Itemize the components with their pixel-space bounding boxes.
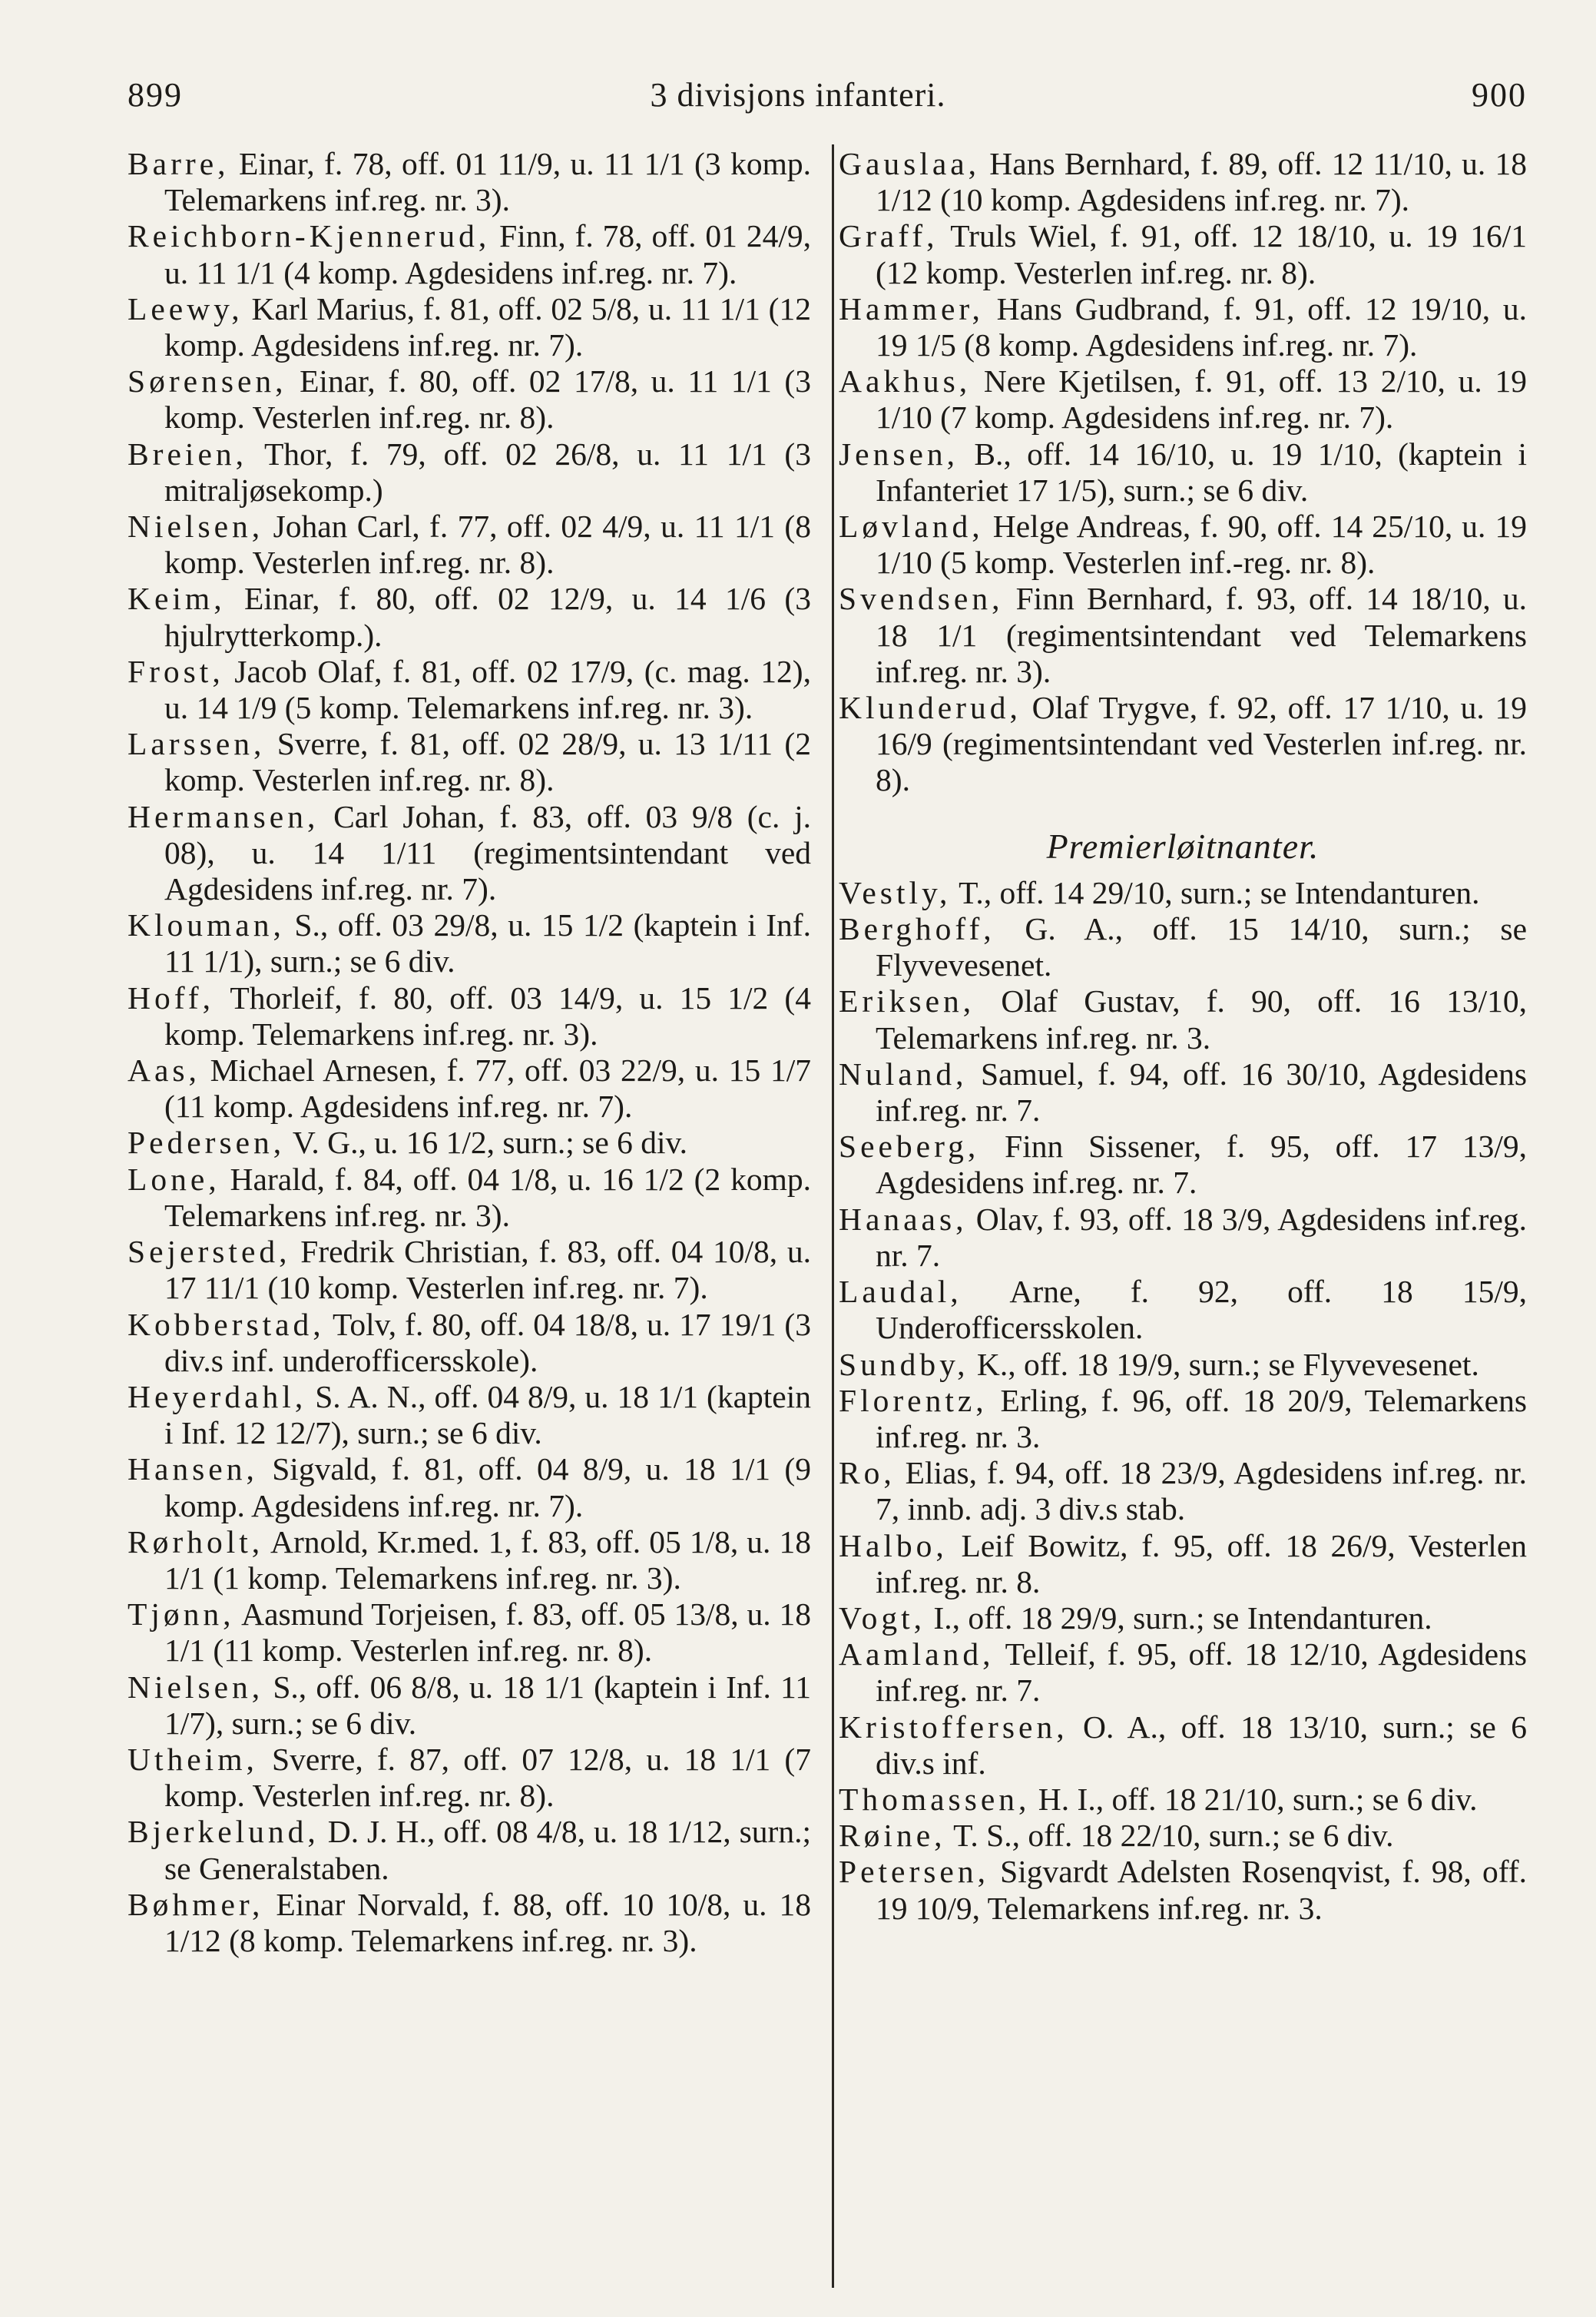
list-entry: [127, 907, 811, 980]
list-entry: [127, 799, 811, 908]
entry-name: Lone,: [127, 1161, 220, 1197]
entry-name: Aamland,: [839, 1636, 995, 1672]
entry-text: H. I., off. 18 21/10, surn.; se 6 div.: [1030, 1781, 1478, 1817]
entry-text: Sverre, f. 81, off. 02 28/9, u. 13 1/11 (2 komp. Vesterlen inf.reg. nr. 8).: [164, 726, 811, 798]
list-entry: [127, 436, 811, 509]
entry-name: Breien,: [127, 436, 247, 472]
entry-text: Karl Marius, f. 81, off. 02 5/8, u. 11 1/1 (12 komp. Agdesidens inf.reg. nr. 7).: [164, 290, 811, 363]
entry-name: Nielsen,: [127, 509, 264, 545]
page-header: [0, 0, 1596, 131]
list-entry: [127, 1052, 811, 1125]
entry-text: Finn, f. 78, off. 01 24/9, u. 11 1/1 (4 komp. Agdesidens inf.reg. nr. 7).: [164, 218, 811, 290]
entry-name: Klouman,: [127, 907, 285, 943]
entry-text: Einar Norvald, f. 88, off. 10 10/8, u. 18 1/12 (8 komp. Telemarkens inf.reg. nr. 3).: [164, 1886, 811, 1958]
entry-text: Tolv, f. 80, off. 04 18/8, u. 17 19/1 (3 div.s inf. underofficersskole).: [164, 1306, 811, 1378]
entry-text: Hans Gudbrand, f. 91, off. 12 19/10, u. 19 1/5 (8 komp. Agdesidens inf.reg. nr. 7).: [876, 290, 1527, 363]
left-column: [127, 146, 811, 1959]
list-entry: [839, 291, 1527, 363]
entry-text: Thorleif, f. 80, off. 03 14/9, u. 15 1/2 (4 komp. Telemarkens inf.reg. nr. 3).: [164, 980, 811, 1052]
entry-text: Erling, f. 96, off. 18 20/9, Telemarkens inf.reg. nr. 3.: [876, 1382, 1527, 1454]
entry-name: Bjerkelund,: [127, 1814, 320, 1850]
page-number-left: 899: [127, 76, 183, 114]
list-entry: [127, 291, 811, 363]
list-entry: [127, 1451, 811, 1523]
entry-text: B., off. 14 16/10, u. 19 1/10, (kaptein i Infanteriet 17 1/5), surn.; se 6 div.: [876, 436, 1527, 508]
entry-name: Sørensen,: [127, 363, 287, 399]
entry-name: Sejersted,: [127, 1234, 291, 1270]
list-entry: [127, 726, 811, 798]
list-entry: [127, 1307, 811, 1379]
entry-text: Finn Sissener, f. 95, off. 17 13/9, Agdesidens inf.reg. nr. 7.: [876, 1129, 1527, 1201]
entry-text: Olaf Gustav, f. 90, off. 16 13/10, Telemarkens inf.reg. nr. 3.: [876, 983, 1527, 1056]
list-entry: [839, 1782, 1527, 1818]
entry-name: Barre,: [127, 146, 230, 181]
entry-name: Vestly,: [839, 874, 952, 910]
entry-text: Einar, f. 78, off. 01 11/9, u. 11 1/1 (3 komp. Telemarkens inf.reg. nr. 3).: [164, 146, 811, 218]
page-number-right: 900: [1472, 76, 1527, 114]
list-entry: [127, 363, 811, 436]
entry-name: Heyerdahl,: [127, 1378, 307, 1414]
entry-text: Helge Andreas, f. 90, off. 14 25/10, u. 19 1/10 (5 komp. Vesterlen inf.-reg. nr. 8).: [876, 509, 1527, 581]
entry-name: Reichborn-Kjennerud,: [127, 218, 491, 254]
list-entry: [839, 1274, 1527, 1346]
entry-text: I., off. 18 29/9, surn.; se Intendanturen.: [925, 1599, 1432, 1636]
entry-text: Michael Arnesen, f. 77, off. 03 22/9, u. 15 1/7 (11 komp. Agdesidens inf.reg. nr. 7).: [164, 1052, 811, 1125]
entry-text: Olav, f. 93, off. 18 3/9, Agdesidens inf.reg. nr. 7.: [876, 1201, 1527, 1273]
entry-text: Truls Wiel, f. 91, off. 12 18/10, u. 19 16/1 (12 komp. Vesterlen inf.reg. nr. 8).: [876, 218, 1527, 290]
list-entry: [839, 581, 1527, 690]
entry-text: T. S., off. 18 22/10, surn.; se 6 div.: [945, 1818, 1394, 1854]
list-entry: [839, 1383, 1527, 1455]
entry-name: Leewy,: [127, 290, 243, 327]
entry-name: Frost,: [127, 653, 224, 689]
entry-text: V. G., u. 16 1/2, surn.; se 6 div.: [285, 1125, 687, 1161]
list-entry: [127, 1814, 811, 1886]
entry-name: Laudal,: [839, 1274, 962, 1310]
entry-name: Hanaas,: [839, 1201, 968, 1237]
entry-text: Thor, f. 79, off. 02 26/8, u. 11 1/1 (3 mitraljøsekomp.): [164, 436, 811, 508]
running-title: 3 divisjons infanteri.: [650, 76, 946, 114]
entry-name: Klunderud,: [839, 690, 1022, 726]
entry-name: Hermansen,: [127, 798, 320, 834]
entry-name: Hammer,: [839, 290, 984, 327]
entry-text: Sverre, f. 87, off. 07 12/8, u. 18 1/1 (7 komp. Vesterlen inf.reg. nr. 8).: [164, 1741, 811, 1814]
list-entry: [839, 363, 1527, 436]
entry-text: Jacob Olaf, f. 81, off. 02 17/9, (c. mag. 12), u. 14 1/9 (5 komp. Telemarkens inf.reg. nr. 3).: [164, 653, 811, 726]
list-entry: [127, 218, 811, 290]
list-entry: [839, 911, 1527, 983]
entry-text: Aasmund Torjeisen, f. 83, off. 05 13/8, u. 18 1/1 (11 komp. Vesterlen inf.reg. nr. 8).: [164, 1596, 811, 1669]
entry-name: Gauslaa,: [839, 146, 981, 181]
entry-text: Telleif, f. 95, off. 18 12/10, Agdesidens inf.reg. nr. 7.: [876, 1636, 1527, 1709]
entry-text: Fredrik Christian, f. 83, off. 04 10/8, u. 17 11/1 (10 komp. Vesterlen inf.reg. nr. 7).: [164, 1234, 811, 1306]
entry-name: Florentz,: [839, 1382, 988, 1418]
entry-name: Seeberg,: [839, 1129, 980, 1165]
entry-name: Hansen,: [127, 1451, 258, 1487]
entry-name: Kobberstad,: [127, 1306, 325, 1342]
list-entry: [839, 1455, 1527, 1527]
list-entry: [127, 1162, 811, 1234]
entry-name: Halbo,: [839, 1527, 948, 1563]
entry-text: Hans Bernhard, f. 89, off. 12 11/10, u. 18 1/12 (10 komp. Agdesidens inf.reg. nr. 7).: [876, 146, 1527, 218]
entry-name: Nuland,: [839, 1056, 968, 1092]
list-entry: [127, 1125, 811, 1161]
list-entry: [839, 146, 1527, 218]
entry-text: Nere Kjetilsen, f. 91, off. 13 2/10, u. 19 1/10 (7 komp. Agdesidens inf.reg. nr. 7).: [876, 363, 1527, 436]
entry-name: Ro,: [839, 1455, 896, 1491]
list-entry: [127, 509, 811, 581]
list-entry: [839, 218, 1527, 290]
entry-text: O. A., off. 18 13/10, surn.; se 6 div.s inf.: [876, 1709, 1527, 1781]
list-entry: [839, 1056, 1527, 1129]
entry-text: S. A. N., off. 04 8/9, u. 18 1/1 (kaptein i Inf. 12 12/7), surn.; se 6 div.: [164, 1378, 811, 1451]
entry-name: Kristoffersen,: [839, 1709, 1068, 1745]
list-entry: [839, 983, 1527, 1056]
list-entry: [839, 1709, 1527, 1782]
column-divider: [832, 144, 834, 2288]
list-entry: [127, 980, 811, 1052]
entry-name: Utheim,: [127, 1741, 258, 1777]
entry-text: Olaf Trygve, f. 92, off. 17 1/10, u. 19 16/9 (regimentsintendant ved Vesterlen inf.reg. nr. 8).: [876, 690, 1527, 798]
entry-text: Einar, f. 80, off. 02 12/9, u. 14 1/6 (3 hjulrytterkomp.).: [164, 581, 811, 653]
list-entry: [839, 436, 1527, 509]
entry-text: G. A., off. 15 14/10, surn.; se Flyvevesenet.: [876, 911, 1527, 983]
list-entry: [839, 1129, 1527, 1201]
entry-text: Einar, f. 80, off. 02 17/8, u. 11 1/1 (3 komp. Vesterlen inf.reg. nr. 8).: [164, 363, 811, 436]
entry-text: T., off. 14 29/10, surn.; se Intendanturen.: [951, 874, 1480, 910]
entry-name: Berghoff,: [839, 911, 995, 947]
list-entry: [127, 146, 811, 218]
entry-text: Samuel, f. 94, off. 16 30/10, Agdesidens inf.reg. nr. 7.: [876, 1056, 1527, 1129]
entry-name: Eriksen,: [839, 983, 975, 1019]
entry-name: Bøhmer,: [127, 1886, 264, 1922]
list-entry: [127, 581, 811, 653]
entry-text: Harald, f. 84, off. 04 1/8, u. 16 1/2 (2 komp. Telemarkens inf.reg. nr. 3).: [164, 1161, 811, 1233]
entry-name: Larssen,: [127, 726, 266, 762]
list-entry: [127, 1379, 811, 1451]
entry-name: Graff,: [839, 218, 939, 254]
entry-text: S., off. 06 8/8, u. 18 1/1 (kaptein i Inf. 11 1/7), surn.; se 6 div.: [164, 1669, 811, 1741]
entry-name: Thomassen,: [839, 1781, 1031, 1817]
entry-text: Leif Bowitz, f. 95, off. 18 26/9, Vesterlen inf.reg. nr. 8.: [876, 1527, 1527, 1599]
entry-text: Elias, f. 94, off. 18 23/9, Agdesidens inf.reg. nr. 7, innb. adj. 3 div.s stab.: [876, 1455, 1527, 1527]
list-entry: [839, 1202, 1527, 1274]
entry-text: Carl Johan, f. 83, off. 03 9/8 (c. j. 08), u. 14 1/11 (regimentsintendant ved Agdesidens inf.reg. nr. 7).: [164, 798, 811, 907]
entry-name: Tjønn,: [127, 1596, 235, 1633]
entry-text: Arnold, Kr.med. 1, f. 83, off. 05 1/8, u. 18 1/1 (1 komp. Telemarkens inf.reg. nr. 3).: [164, 1523, 811, 1596]
right-column: [839, 146, 1527, 1927]
list-entry: [127, 1669, 811, 1742]
entry-name: Nielsen,: [127, 1669, 264, 1705]
entry-text: Finn Bernhard, f. 93, off. 14 18/10, u. 18 1/1 (regimentsintendant ved Telemarkens inf.reg. nr. 3).: [876, 581, 1527, 689]
entry-name: Aas,: [127, 1052, 200, 1089]
entry-name: Svendsen,: [839, 581, 1004, 617]
entry-name: Hoff,: [127, 980, 214, 1016]
list-entry: [127, 1887, 811, 1959]
section-heading: Premierløitnanter.: [1046, 826, 1320, 866]
entry-name: Røine,: [839, 1818, 946, 1854]
list-entry: [127, 1742, 811, 1814]
entry-text: Sigvardt Adelsten Rosenqvist, f. 98, off. 19 10/9, Telemarkens inf.reg. nr. 3.: [876, 1854, 1527, 1926]
entry-text: K., off. 18 19/9, surn.; se Flyvevesenet.: [969, 1346, 1479, 1382]
list-entry: [839, 509, 1527, 581]
list-entry: [839, 875, 1527, 911]
entry-name: Sundby,: [839, 1346, 969, 1382]
entry-name: Jensen,: [839, 436, 959, 472]
list-entry: [127, 654, 811, 726]
entry-name: Rørholt,: [127, 1523, 264, 1560]
entry-name: Keim,: [127, 581, 226, 617]
list-entry: [127, 1524, 811, 1596]
list-entry: [839, 1636, 1527, 1709]
list-entry: [839, 1600, 1527, 1636]
entry-text: S., off. 03 29/8, u. 15 1/2 (kaptein i Inf. 11 1/1), surn.; se 6 div.: [164, 907, 811, 980]
entry-name: Pedersen,: [127, 1125, 286, 1161]
entry-name: Vogt,: [839, 1599, 926, 1636]
entry-name: Petersen,: [839, 1854, 989, 1890]
entry-name: Løvland,: [839, 509, 984, 545]
list-entry: [839, 1528, 1527, 1600]
entry-text: Johan Carl, f. 77, off. 02 4/9, u. 11 1/1 (8 komp. Vesterlen inf.reg. nr. 8).: [164, 509, 811, 581]
list-entry: [839, 1854, 1527, 1926]
entry-name: Aakhus,: [839, 363, 972, 399]
list-entry: [127, 1234, 811, 1306]
list-entry: [839, 1347, 1527, 1383]
entry-text: Arne, f. 92, off. 18 15/9, Underofficersskolen.: [876, 1274, 1527, 1346]
list-entry: [839, 690, 1527, 799]
list-entry: [127, 1596, 811, 1669]
entry-text: Sigvald, f. 81, off. 04 8/9, u. 18 1/1 (9 komp. Agdesidens inf.reg. nr. 7).: [164, 1451, 811, 1523]
entry-text: D. J. H., off. 08 4/8, u. 18 1/12, surn.; se Generalstaben.: [164, 1814, 811, 1886]
list-entry: [839, 1818, 1527, 1854]
